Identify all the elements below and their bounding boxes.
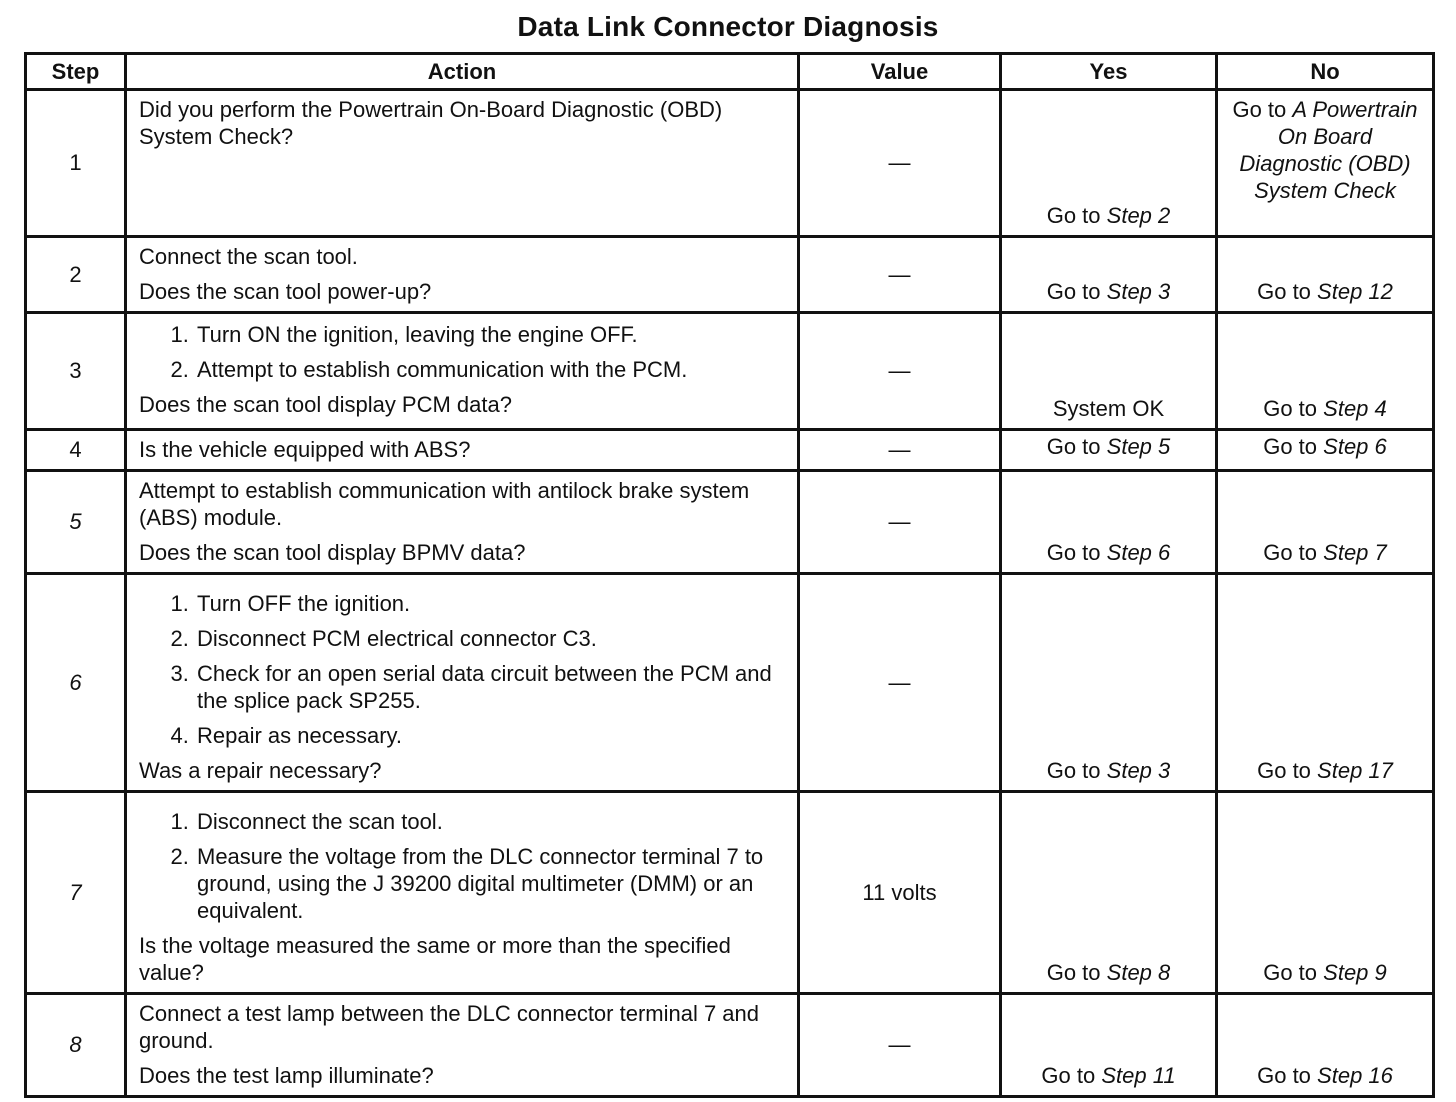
step-cell: 5: [26, 471, 126, 574]
list-item: 3. Check for an open serial data circuit between the PCM and the splice pack SP255.: [195, 660, 787, 714]
yes-step-ref: Step 5: [1106, 434, 1171, 459]
yes-cell: System OK: [1001, 313, 1217, 430]
yes-step-ref: Step 3: [1106, 758, 1171, 783]
yes-step-ref: Step 3: [1106, 279, 1171, 304]
yes-cell: [1001, 994, 1217, 1097]
table-row: [26, 237, 1434, 313]
yes-step-ref: Step 8: [1106, 960, 1171, 985]
no-step-ref: Step 7: [1323, 540, 1387, 565]
action-cell: [126, 574, 799, 792]
table-row: [26, 471, 1434, 574]
action-question: Does the scan tool display BPMV data?: [139, 540, 526, 565]
yes-cell: [1001, 471, 1217, 574]
value-cell: —: [799, 574, 1001, 792]
no-prefix: Go to: [1257, 758, 1311, 783]
list-item: 2. Measure the voltage from the DLC connector terminal 7 to ground, using the J 39200 digital multimeter (DMM) or an equivalent.: [195, 843, 787, 924]
list-item: 2. Disconnect PCM electrical connector C3.: [195, 625, 787, 652]
action-cell: [126, 994, 799, 1097]
action-list: [139, 590, 787, 749]
table-row: [26, 90, 1434, 237]
no-step-ref: Step 16: [1317, 1063, 1393, 1088]
action-cell: [126, 430, 799, 471]
yes-cell: [1001, 237, 1217, 313]
list-item: 1. Turn ON the ignition, leaving the engine OFF.: [195, 321, 787, 348]
action-list: [139, 808, 787, 924]
no-prefix: Go to: [1263, 540, 1318, 565]
list-item: 1. Disconnect the scan tool.: [195, 808, 787, 835]
step-cell: 8: [26, 994, 126, 1097]
no-cell: [1217, 430, 1434, 471]
table-row: [26, 994, 1434, 1097]
value-cell: —: [799, 237, 1001, 313]
yes-cell: [1001, 792, 1217, 994]
action-cell: [126, 90, 799, 237]
no-cell: [1217, 792, 1434, 994]
header-action: Action: [126, 54, 799, 90]
table-row: [26, 792, 1434, 994]
no-cell: [1217, 574, 1434, 792]
table-row: [26, 313, 1434, 430]
step-cell: 3: [26, 313, 126, 430]
value-cell: —: [799, 90, 1001, 237]
value-cell: —: [799, 430, 1001, 471]
header-value: Value: [799, 54, 1001, 90]
no-cell: [1217, 471, 1434, 574]
action-cell: [126, 313, 799, 430]
diagnosis-table: [24, 52, 1435, 1098]
yes-prefix: Go to: [1046, 540, 1101, 565]
table-row: [26, 430, 1434, 471]
header-step: Step: [26, 54, 126, 90]
yes-cell: [1001, 574, 1217, 792]
action-list: [139, 321, 787, 383]
list-item: 1. Turn OFF the ignition.: [195, 590, 787, 617]
yes-prefix: Go to: [1041, 1063, 1096, 1088]
no-prefix: Go to: [1263, 396, 1318, 421]
action-cell: [126, 471, 799, 574]
yes-step-ref: Step 6: [1106, 540, 1171, 565]
list-item: 2. Attempt to establish communication with the PCM.: [195, 356, 787, 383]
header-row: [26, 54, 1434, 90]
table-row: [26, 574, 1434, 792]
value-cell: —: [799, 471, 1001, 574]
yes-step-ref: Step 11: [1101, 1063, 1176, 1088]
action-cell: [126, 792, 799, 994]
action-question: Was a repair necessary?: [139, 758, 382, 783]
yes-prefix: Go to: [1046, 434, 1101, 459]
no-step-ref: Step 6: [1323, 434, 1387, 459]
value-cell: 11 volts: [799, 792, 1001, 994]
step-cell: 2: [26, 237, 126, 313]
no-prefix: Go to: [1257, 1063, 1311, 1088]
no-step-ref: Step 17: [1317, 758, 1393, 783]
action-text: Did you perform the Powertrain On-Board Diagnostic (OBD) System Check?: [139, 97, 723, 149]
no-prefix: Go to: [1257, 279, 1311, 304]
no-prefix: Go to: [1232, 97, 1287, 122]
no-cell: [1217, 994, 1434, 1097]
page-title: Data Link Connector Diagnosis: [517, 11, 939, 42]
step-cell: 4: [26, 430, 126, 471]
action-text: Connect the scan tool.: [139, 244, 358, 269]
action-cell: [126, 237, 799, 313]
step-cell: 7: [26, 792, 126, 994]
action-question: Is the voltage measured the same or more than the specified value?: [139, 933, 731, 985]
no-step-ref: Step 4: [1323, 396, 1387, 421]
step-cell: 1: [26, 90, 126, 237]
yes-prefix: Go to: [1046, 279, 1101, 304]
yes-cell: [1001, 90, 1217, 237]
step-cell: 6: [26, 574, 126, 792]
list-item: 4. Repair as necessary.: [195, 722, 787, 749]
no-step-ref: Step 12: [1317, 279, 1393, 304]
action-question: Does the scan tool display PCM data?: [139, 392, 512, 417]
no-procedure-ref: A Powertrain On Board Diagnostic (OBD) System Check: [1239, 97, 1418, 203]
header-yes: Yes: [1001, 54, 1217, 90]
no-cell: [1217, 237, 1434, 313]
value-cell: —: [799, 994, 1001, 1097]
action-text: Attempt to establish communication with antilock brake system (ABS) module.: [139, 478, 750, 530]
action-question: Does the scan tool power-up?: [139, 279, 432, 304]
yes-step-ref: Step 2: [1106, 203, 1171, 228]
value-cell: —: [799, 313, 1001, 430]
no-step-ref: Step 9: [1323, 960, 1387, 985]
no-cell: [1217, 90, 1434, 237]
no-cell: [1217, 313, 1434, 430]
yes-cell: [1001, 430, 1217, 471]
yes-prefix: Go to: [1046, 960, 1101, 985]
header-no: No: [1217, 54, 1434, 90]
action-text: Connect a test lamp between the DLC connector terminal 7 and ground.: [139, 1001, 760, 1053]
no-prefix: Go to: [1263, 434, 1318, 459]
action-question: Is the vehicle equipped with ABS?: [139, 437, 471, 462]
no-prefix: Go to: [1263, 960, 1318, 985]
yes-prefix: Go to: [1046, 203, 1101, 228]
action-question: Does the test lamp illuminate?: [139, 1063, 434, 1088]
yes-prefix: Go to: [1046, 758, 1101, 783]
